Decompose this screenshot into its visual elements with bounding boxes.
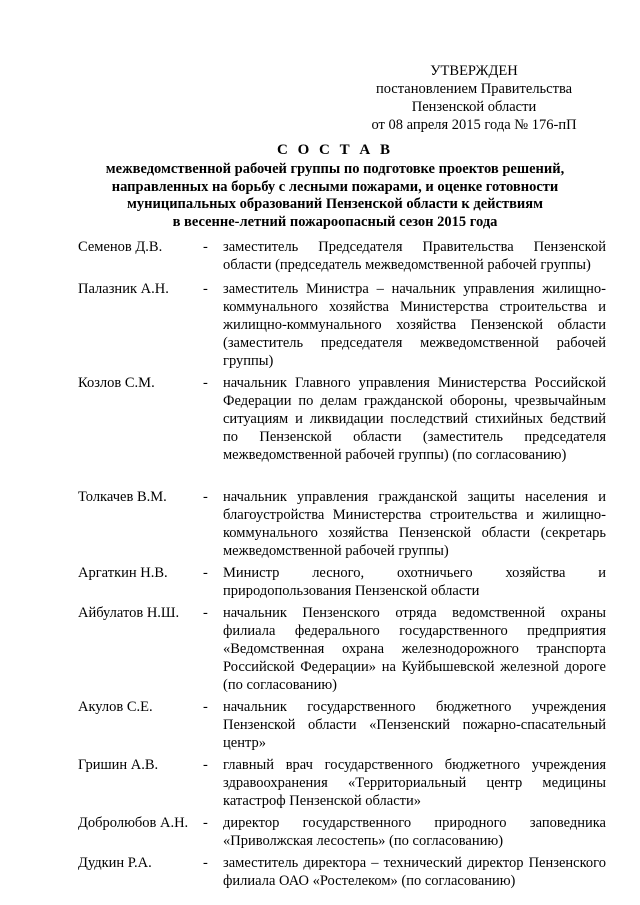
- member-role: заместитель Председателя Правительства Пензенской области (председатель межведомственной рабочей группы): [223, 239, 606, 273]
- member-dash: -: [203, 815, 208, 831]
- member-row: [78, 814, 606, 850]
- member-name: Гришин А.В.: [78, 757, 159, 773]
- member-role: главный врач государственного бюджетного учреждения здравоохранения «Территориальный центр медицины катастроф Пензенской области»: [223, 757, 606, 809]
- member-dash: -: [203, 489, 208, 505]
- approval-line-date-number: от 08 апреля 2015 года № 176-пП: [371, 117, 577, 133]
- member-role: начальник управления гражданской защиты населения и благоустройства Министерства строительства и жилищно-коммунального хозяйства Пензенской области (секретарь межведомственной рабочей группы): [223, 489, 606, 559]
- approval-stamp: [340, 62, 608, 134]
- approval-line-resolution: постановлением Правительства: [375, 81, 573, 97]
- member-role: заместитель директора – технический директор Пензенского филиала ОАО «Ростелеком» (по согласованию): [223, 855, 606, 889]
- member-row: [78, 604, 606, 694]
- document-title: С О С Т А В: [277, 142, 393, 158]
- approval-line-approved: УТВЕРЖДЕН: [430, 63, 518, 79]
- document-subtitle: [70, 161, 600, 231]
- member-row: [78, 756, 606, 810]
- member-row: [78, 854, 606, 890]
- member-row: [78, 374, 606, 482]
- subtitle-line: направленных на борьбу с лесными пожарами, и оценке готовности: [111, 178, 559, 195]
- member-name: Дудкин Р.А.: [78, 855, 152, 871]
- member-dash: -: [203, 565, 208, 581]
- member-row: [78, 488, 606, 560]
- member-dash: -: [203, 757, 208, 773]
- member-name: Козлов С.М.: [78, 375, 155, 391]
- member-row: [78, 280, 606, 370]
- member-dash: -: [203, 375, 208, 391]
- member-role: заместитель Министра – начальник управления жилищно-коммунального хозяйства Министерства строительства и жилищно-коммунального хозяйства Пензенской области (заместитель председателя межведомственной рабочей группы): [223, 281, 606, 369]
- member-dash: -: [203, 699, 208, 715]
- member-dash: -: [203, 605, 208, 621]
- member-role: директор государственного природного заповедника «Приволжская лесостепь» (по согласованию): [223, 815, 606, 849]
- member-row: [78, 698, 606, 752]
- member-row: [78, 564, 606, 600]
- member-role: начальник Пензенского отряда ведомственной охраны филиала федерального государственного предприятия «Ведомственная охрана железнодорожного транспорта Российской Федерации» на Куйбышевской железной дороге (по согласованию): [223, 605, 606, 693]
- member-role: Министр лесного, охотничьего хозяйства и природопользования Пензенской области: [223, 565, 606, 599]
- subtitle-line: муниципальных образований Пензенской области к действиям: [127, 196, 543, 212]
- member-name: Палазник А.Н.: [78, 281, 169, 297]
- member-row: [78, 238, 606, 274]
- member-name: Семенов Д.В.: [78, 239, 163, 255]
- member-name: Аргаткин Н.В.: [78, 565, 168, 581]
- subtitle-line: в весенне-летний пожароопасный сезон 2015 года: [172, 213, 498, 230]
- member-name: Добролюбов А.Н.: [78, 815, 189, 831]
- member-name: Акулов С.Е.: [78, 699, 153, 715]
- member-name: Айбулатов Н.Ш.: [78, 605, 180, 621]
- approval-line-region: Пензенской области: [411, 99, 537, 115]
- member-role: начальник государственного бюджетного учреждения Пензенской области «Пензенский пожарно-спасательный центр»: [223, 699, 606, 751]
- member-name: Толкачев В.М.: [78, 489, 167, 505]
- member-dash: -: [203, 855, 208, 871]
- member-dash: -: [203, 239, 208, 255]
- member-dash: -: [203, 281, 208, 297]
- subtitle-line: межведомственной рабочей группы по подготовке проектов решений,: [105, 161, 565, 177]
- members-list: [78, 238, 606, 890]
- member-role: начальник Главного управления Министерства Российской Федерации по делам гражданской обороны, чрезвычайным ситуациям и ликвидации последствий стихийных бедствий по Пензенской области (заместитель председателя межведомственной рабочей группы) (по согласованию): [223, 375, 606, 463]
